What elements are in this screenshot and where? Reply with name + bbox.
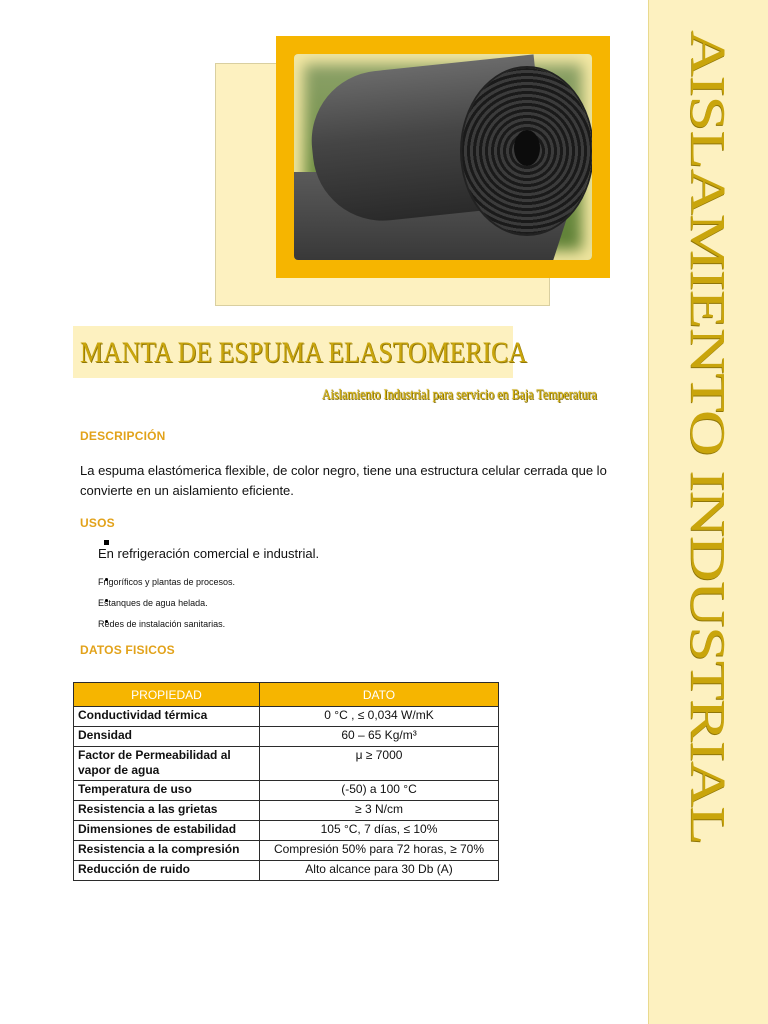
property-cell: Reducción de ruido: [74, 861, 260, 881]
property-cell: Dimensiones de estabilidad: [74, 821, 260, 841]
page-title: MANTA DE ESPUMA ELASTOMERICA: [80, 336, 527, 369]
table-row: [74, 707, 499, 727]
value-cell: Compresión 50% para 72 horas, ≥ 70%: [260, 841, 499, 861]
property-cell: Resistencia a las grietas: [74, 801, 260, 821]
description-text: La espuma elastómerica flexible, de color negro, tiene una estructura celular cerrada que lo convierte en un aislamiento eficiente.: [80, 463, 607, 498]
property-cell: Factor de Permeabilidad al vapor de agua: [74, 747, 260, 781]
foam-roll-core-shape: [514, 130, 540, 166]
property-cell: Resistencia a la compresión: [74, 841, 260, 861]
value-cell: 105 °C, 7 días, ≤ 10%: [260, 821, 499, 841]
foam-roll-photo-icon: [294, 54, 592, 260]
bullet-icon: [104, 540, 109, 545]
list-item: [80, 530, 600, 572]
value-cell: 60 – 65 Kg/m³: [260, 727, 499, 747]
physical-data-heading: DATOS FISICOS: [80, 643, 175, 657]
use-item-text: Frigoríficos y plantas de procesos.: [98, 577, 236, 587]
list-item: [80, 593, 600, 614]
property-cell: Densidad: [74, 727, 260, 747]
table-row: [74, 727, 499, 747]
uses-heading: USOS: [80, 516, 115, 530]
list-item: [80, 572, 600, 593]
table-row: [74, 747, 499, 781]
use-item-text: Estanques de agua helada.: [98, 598, 208, 608]
table-row: [74, 821, 499, 841]
list-item: [80, 614, 600, 635]
table-row: [74, 801, 499, 821]
table-row: [74, 841, 499, 861]
uses-list: [80, 530, 600, 635]
table-row: [74, 861, 499, 881]
table-row: [74, 781, 499, 801]
use-item-text: Redes de instalación sanitarias.: [98, 619, 226, 629]
value-cell: μ ≥ 7000: [260, 747, 499, 781]
value-cell: ≥ 3 N/cm: [260, 801, 499, 821]
value-cell: 0 °C , ≤ 0,034 W/mK: [260, 707, 499, 727]
page-subtitle: Aislamiento Industrial para servicio en Baja Temperatura: [322, 387, 597, 403]
value-cell: Alto alcance para 30 Db (A): [260, 861, 499, 881]
property-cell: Conductividad térmica: [74, 707, 260, 727]
description-heading: DESCRIPCIÓN: [80, 429, 166, 443]
use-item-text: En refrigeración comercial e industrial.: [98, 546, 320, 561]
column-header-value: DATO: [260, 683, 499, 707]
column-header-property: PROPIEDAD: [74, 683, 260, 707]
property-cell: Temperatura de uso: [74, 781, 260, 801]
physical-data-table: [73, 682, 499, 881]
value-cell: (-50) a 100 °C: [260, 781, 499, 801]
side-banner-title: AISLAMIENTO INDUSTRIAL: [680, 30, 737, 845]
photo-frame: [276, 36, 610, 278]
table-header-row: [74, 683, 499, 707]
